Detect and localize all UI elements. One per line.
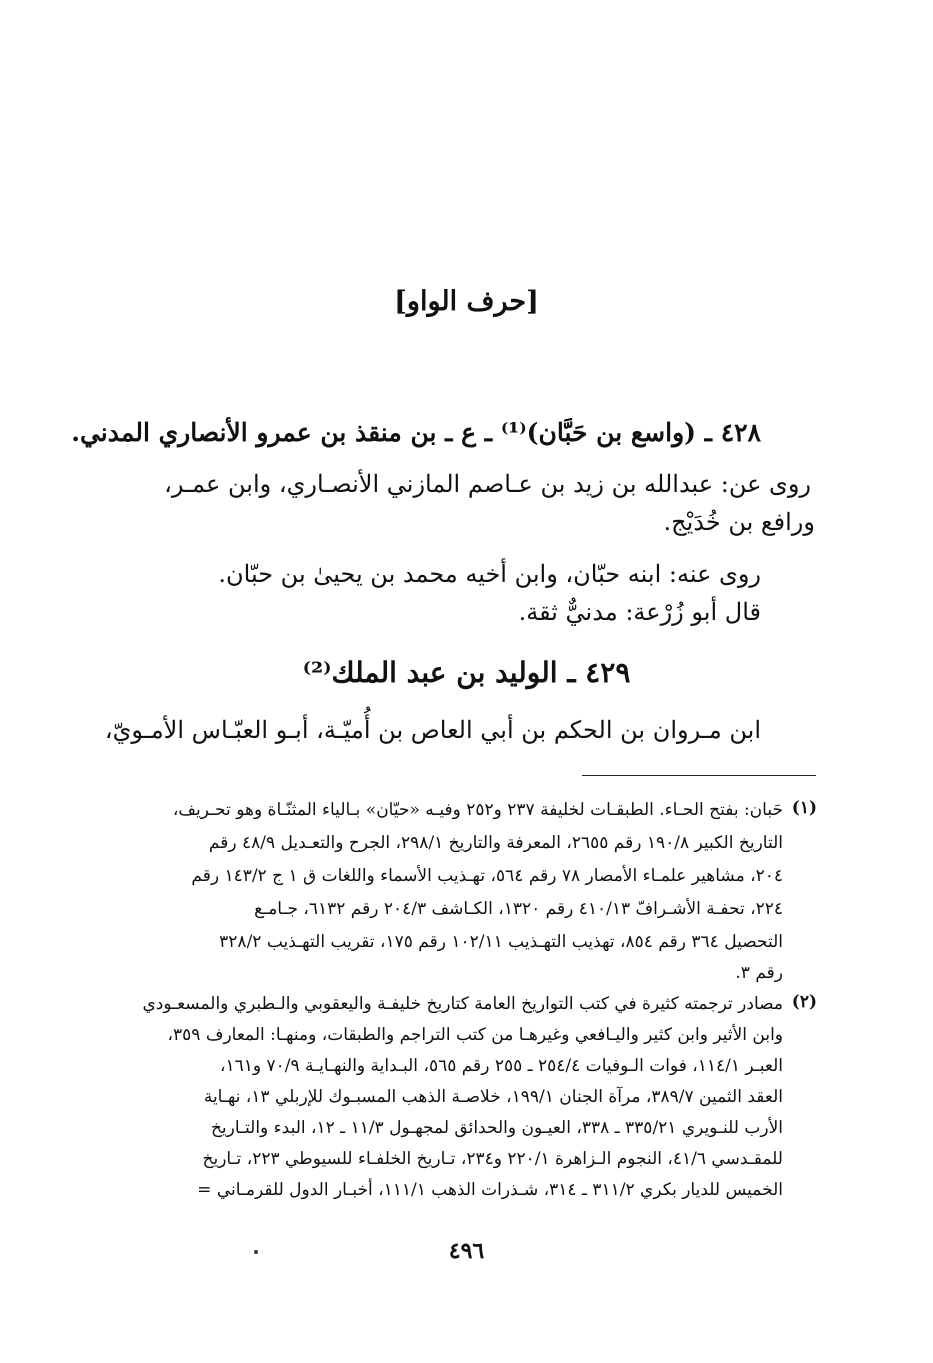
entry-429-line-1: ابن مـروان بن الحكم بن أبي العاص بن أُميّـة، أبـو العبّـاس الأمـويّ،: [104, 716, 761, 744]
entry-428-narrated-from-line-2: ورافع بن خُدَيْج.: [663, 508, 815, 536]
footnote-2-line: الأرب للنـويري ٣٣٥/٢١ ـ ٣٣٨، العيـون والحدائق لمجهـول ١١/٣ ـ ١٢، البدء والتـاريخ: [210, 1118, 783, 1138]
footnote-2-line: العقد الثمين ٣٨٩/٧، مرآة الجنان ١٩٩/١، خلاصـة الذهب المسبـوك للإربلي ١٣، نهـاية: [203, 1087, 783, 1107]
footnote-2-line: العبـر ١١٤/١، فوات الـوفيات ٢٥٤/٤ ـ ٢٥٥ رقم ٥٦٥، البـداية والنهـايـة ٧٠/٩ و١٦١،: [220, 1056, 783, 1076]
footnote-2-line: وابن الأثير وابن كثير واليـافعي وغيرهـا من كتب التراجم والطبقات، ومنهـا: المعارف ٣٥٩،: [167, 1025, 783, 1045]
footnote-1-line: ٢٠٤، مشاهير علمـاء الأمصار ٧٨ رقم ٥٦٤، تهـذيب الأسماء واللغات ق ١ ج ١٤٣/٢ رقم: [191, 866, 783, 886]
footnote-1-number: (١): [791, 798, 817, 818]
footnote-2-line: الخميس للديار بكري ٣١١/٢ ـ ٣١٤، شـذرات الذهب ١١١/١، أخبـار الدول للقرمـاني =: [197, 1180, 783, 1200]
footnote-1-line: رقم ٣.: [735, 963, 783, 983]
entry-428-title: ٤٢٨ ـ (واسع بن حَبَّان)⁽¹⁾ ـ ع ـ بن منقذ بن عمرو الأنصاري المدني.: [71, 418, 761, 447]
footnote-1-line: التحصيل ٣٦٤ رقم ٨٥٤، تهذيب التهـذيب ١٠٢/١١ رقم ١٧٥، تقريب التهـذيب ٣٢٨/٢: [219, 932, 783, 952]
entry-428-narrated-by: روى عنه: ابنه حبّان، وابن أخيه محمد بن يحيىٰ بن حبّان.: [218, 560, 761, 588]
entry-428-grading: قال أبو زُرْعة: مدنيٌّ ثقة.: [518, 598, 761, 626]
page-number: ٤٩٦: [448, 1238, 485, 1264]
footnote-1-line: ٢٢٤، تحفـة الأشـرافّ ٤١٠/١٣ رقم ١٣٢٠، الكـاشف ٢٠٤/٣ رقم ٦١٣٢، جـامـع: [254, 899, 783, 919]
footnote-2-line: للمقـدسي ٤١/٦، النجوم الـزاهرة ٢٢٠/١ و٢٣٤، تـاريخ الخلفـاء للسيوطي ٢٢٣، تـاريخ: [202, 1149, 783, 1169]
footnote-1-line: التاريخ الكبير ١٩٠/٨ رقم ٢٦٥٥، المعرفة والتاريخ ٢٩٨/١، الجرح والتعـديل ٤٨/٩ رقم: [208, 833, 783, 853]
entry-428-narrated-from-line-1: روى عن: عبدالله بن زيد بن عـاصم المازني الأنصـاري، وابن عمـر،: [164, 470, 811, 498]
footnote-separator: [582, 775, 816, 776]
footnote-2-line: مصادر ترجمته كثيرة في كتب التواريخ العامة كتاريخ خليفـة واليعقوبي والـطبري والمسعـودي: [142, 994, 783, 1014]
entry-429-title: ٤٢٩ ـ الوليد بن عبد الملك⁽²⁾: [302, 656, 631, 689]
footnote-2-number: (٢): [791, 992, 817, 1012]
section-heading: [حرف الواو]: [394, 286, 539, 317]
footnote-1-line: حَبان: بفتح الحـاء. الطبقـات لخليفة ٢٣٧ و٢٥٢ وفيـه «حيّان» بـالياء المثنّـاة وهو تحـريف،: [172, 800, 783, 820]
